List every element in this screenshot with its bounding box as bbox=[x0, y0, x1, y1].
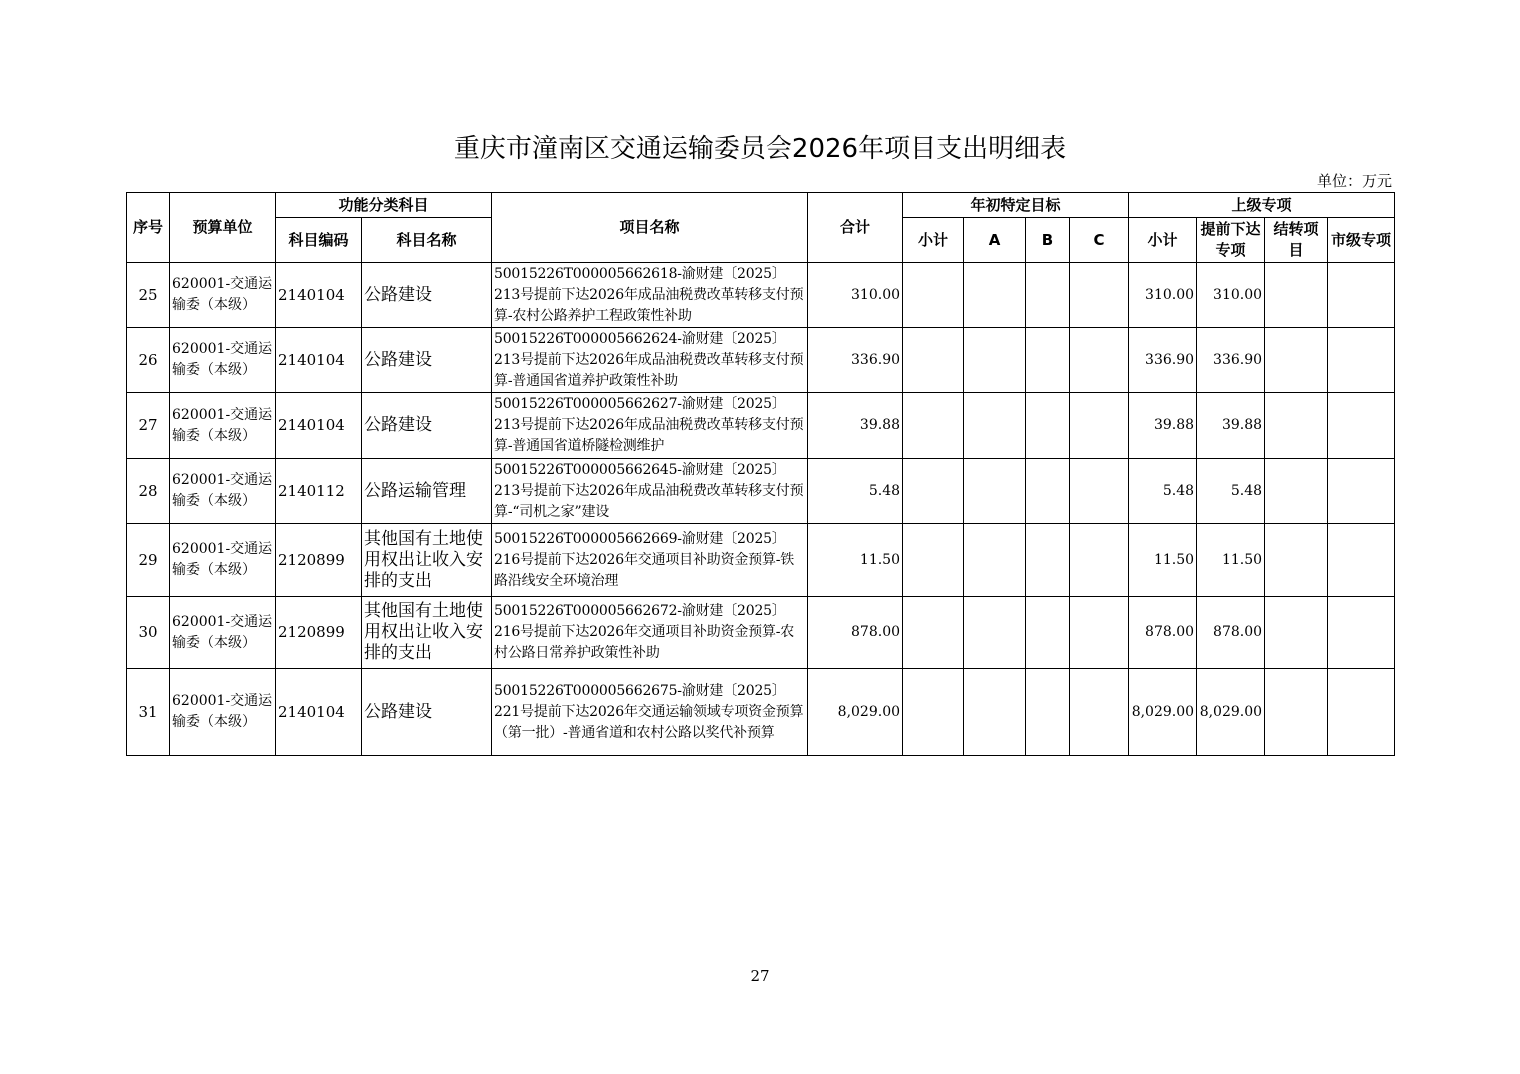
cell-municipal bbox=[1328, 524, 1395, 597]
cell-municipal bbox=[1328, 393, 1395, 459]
cell-total: 5.48 bbox=[808, 459, 903, 524]
cell-project: 50015226T000005662627-渝财建〔2025〕213号提前下达2026年成品油税费改革转移支付预算-普通国省道桥隧检测维护 bbox=[492, 393, 808, 459]
cell-seq: 29 bbox=[127, 524, 170, 597]
cell-carryover bbox=[1265, 524, 1328, 597]
cell-b bbox=[1026, 263, 1070, 328]
cell-total: 11.50 bbox=[808, 524, 903, 597]
cell-municipal bbox=[1328, 597, 1395, 669]
cell-target-subtotal bbox=[903, 669, 964, 756]
cell-code: 2120899 bbox=[276, 597, 362, 669]
header-budget-unit: 预算单位 bbox=[170, 193, 276, 263]
cell-target-subtotal bbox=[903, 597, 964, 669]
cell-unit: 620001-交通运输委（本级） bbox=[170, 524, 276, 597]
cell-seq: 27 bbox=[127, 393, 170, 459]
cell-unit: 620001-交通运输委（本级） bbox=[170, 459, 276, 524]
cell-subject-name: 公路建设 bbox=[362, 328, 492, 393]
cell-b bbox=[1026, 328, 1070, 393]
cell-project: 50015226T000005662675-渝财建〔2025〕221号提前下达2026年交通运输领域专项资金预算（第一批）-普通省道和农村公路以奖代补预算 bbox=[492, 669, 808, 756]
cell-total: 878.00 bbox=[808, 597, 903, 669]
cell-code: 2140104 bbox=[276, 328, 362, 393]
page-title: 重庆市潼南区交通运输委员会2026年项目支出明细表 bbox=[453, 134, 1067, 164]
cell-target-subtotal bbox=[903, 328, 964, 393]
cell-project: 50015226T000005662618-渝财建〔2025〕213号提前下达2026年成品油税费改革转移支付预算-农村公路养护工程政策性补助 bbox=[492, 263, 808, 328]
cell-project: 50015226T000005662672-渝财建〔2025〕216号提前下达2026年交通项目补助资金预算-农村公路日常养护政策性补助 bbox=[492, 597, 808, 669]
cell-subject-name: 其他国有土地使用权出让收入安排的支出 bbox=[362, 524, 492, 597]
cell-advance: 5.48 bbox=[1197, 459, 1265, 524]
cell-advance: 878.00 bbox=[1197, 597, 1265, 669]
cell-superior-subtotal: 8,029.00 bbox=[1129, 669, 1197, 756]
cell-target-subtotal bbox=[903, 524, 964, 597]
table-row bbox=[127, 393, 1395, 459]
table-row bbox=[127, 459, 1395, 524]
cell-superior-subtotal: 5.48 bbox=[1129, 459, 1197, 524]
cell-municipal bbox=[1328, 459, 1395, 524]
cell-c bbox=[1070, 669, 1129, 756]
table-row bbox=[127, 263, 1395, 328]
header-municipal: 市级专项 bbox=[1328, 218, 1395, 263]
cell-code: 2140104 bbox=[276, 393, 362, 459]
cell-c bbox=[1070, 328, 1129, 393]
cell-a bbox=[964, 669, 1026, 756]
cell-code: 2140112 bbox=[276, 459, 362, 524]
table-row bbox=[127, 524, 1395, 597]
cell-municipal bbox=[1328, 328, 1395, 393]
cell-c bbox=[1070, 459, 1129, 524]
cell-advance: 39.88 bbox=[1197, 393, 1265, 459]
cell-seq: 30 bbox=[127, 597, 170, 669]
cell-c bbox=[1070, 393, 1129, 459]
cell-code: 2140104 bbox=[276, 263, 362, 328]
header-total: 合计 bbox=[808, 193, 903, 263]
cell-subject-name: 其他国有土地使用权出让收入安排的支出 bbox=[362, 597, 492, 669]
unit-label: 单位：万元 bbox=[1316, 172, 1392, 190]
header-b: B bbox=[1026, 218, 1070, 263]
cell-subject-name: 公路建设 bbox=[362, 669, 492, 756]
header-superior-subtotal: 小计 bbox=[1129, 218, 1197, 263]
cell-advance: 11.50 bbox=[1197, 524, 1265, 597]
cell-carryover bbox=[1265, 597, 1328, 669]
cell-advance: 310.00 bbox=[1197, 263, 1265, 328]
cell-municipal bbox=[1328, 263, 1395, 328]
header-seq: 序号 bbox=[127, 193, 170, 263]
cell-carryover bbox=[1265, 669, 1328, 756]
cell-superior-subtotal: 11.50 bbox=[1129, 524, 1197, 597]
cell-carryover bbox=[1265, 393, 1328, 459]
cell-a bbox=[964, 597, 1026, 669]
cell-superior-subtotal: 336.90 bbox=[1129, 328, 1197, 393]
cell-code: 2120899 bbox=[276, 524, 362, 597]
cell-total: 39.88 bbox=[808, 393, 903, 459]
cell-c bbox=[1070, 597, 1129, 669]
project-expenditure-table bbox=[126, 192, 1395, 756]
cell-unit: 620001-交通运输委（本级） bbox=[170, 263, 276, 328]
cell-c bbox=[1070, 263, 1129, 328]
cell-superior-subtotal: 878.00 bbox=[1129, 597, 1197, 669]
cell-unit: 620001-交通运输委（本级） bbox=[170, 597, 276, 669]
cell-a bbox=[964, 393, 1026, 459]
table-row bbox=[127, 328, 1395, 393]
cell-b bbox=[1026, 524, 1070, 597]
cell-a bbox=[964, 459, 1026, 524]
cell-advance: 336.90 bbox=[1197, 328, 1265, 393]
table-row bbox=[127, 669, 1395, 756]
header-subject-name: 科目名称 bbox=[362, 218, 492, 263]
cell-b bbox=[1026, 393, 1070, 459]
cell-carryover bbox=[1265, 263, 1328, 328]
cell-carryover bbox=[1265, 459, 1328, 524]
header-project-name: 项目名称 bbox=[492, 193, 808, 263]
table-row bbox=[127, 597, 1395, 669]
cell-superior-subtotal: 310.00 bbox=[1129, 263, 1197, 328]
cell-carryover bbox=[1265, 328, 1328, 393]
header-subject-code: 科目编码 bbox=[276, 218, 362, 263]
cell-target-subtotal bbox=[903, 263, 964, 328]
cell-subject-name: 公路运输管理 bbox=[362, 459, 492, 524]
cell-a bbox=[964, 328, 1026, 393]
cell-project: 50015226T000005662624-渝财建〔2025〕213号提前下达2026年成品油税费改革转移支付预算-普通国省道养护政策性补助 bbox=[492, 328, 808, 393]
cell-project: 50015226T000005662669-渝财建〔2025〕216号提前下达2026年交通项目补助资金预算-铁路沿线安全环境治理 bbox=[492, 524, 808, 597]
cell-total: 336.90 bbox=[808, 328, 903, 393]
cell-seq: 26 bbox=[127, 328, 170, 393]
cell-seq: 25 bbox=[127, 263, 170, 328]
header-superior: 上级专项 bbox=[1129, 193, 1395, 218]
cell-b bbox=[1026, 669, 1070, 756]
cell-a bbox=[964, 263, 1026, 328]
cell-total: 310.00 bbox=[808, 263, 903, 328]
cell-superior-subtotal: 39.88 bbox=[1129, 393, 1197, 459]
header-carryover: 结转项目 bbox=[1265, 218, 1328, 263]
page-number: 27 bbox=[750, 967, 770, 985]
cell-code: 2140104 bbox=[276, 669, 362, 756]
cell-seq: 31 bbox=[127, 669, 170, 756]
cell-total: 8,029.00 bbox=[808, 669, 903, 756]
header-a: A bbox=[964, 218, 1026, 263]
cell-unit: 620001-交通运输委（本级） bbox=[170, 393, 276, 459]
cell-subject-name: 公路建设 bbox=[362, 393, 492, 459]
header-target-subtotal: 小计 bbox=[903, 218, 964, 263]
cell-b bbox=[1026, 459, 1070, 524]
cell-seq: 28 bbox=[127, 459, 170, 524]
cell-unit: 620001-交通运输委（本级） bbox=[170, 669, 276, 756]
cell-c bbox=[1070, 524, 1129, 597]
cell-target-subtotal bbox=[903, 459, 964, 524]
cell-b bbox=[1026, 597, 1070, 669]
cell-project: 50015226T000005662645-渝财建〔2025〕213号提前下达2026年成品油税费改革转移支付预算-“司机之家”建设 bbox=[492, 459, 808, 524]
cell-advance: 8,029.00 bbox=[1197, 669, 1265, 756]
cell-municipal bbox=[1328, 669, 1395, 756]
cell-target-subtotal bbox=[903, 393, 964, 459]
header-c: C bbox=[1070, 218, 1129, 263]
cell-unit: 620001-交通运输委（本级） bbox=[170, 328, 276, 393]
header-advance: 提前下达专项 bbox=[1197, 218, 1265, 263]
header-func-class: 功能分类科目 bbox=[276, 193, 492, 218]
header-initial-target: 年初特定目标 bbox=[903, 193, 1129, 218]
cell-a bbox=[964, 524, 1026, 597]
cell-subject-name: 公路建设 bbox=[362, 263, 492, 328]
